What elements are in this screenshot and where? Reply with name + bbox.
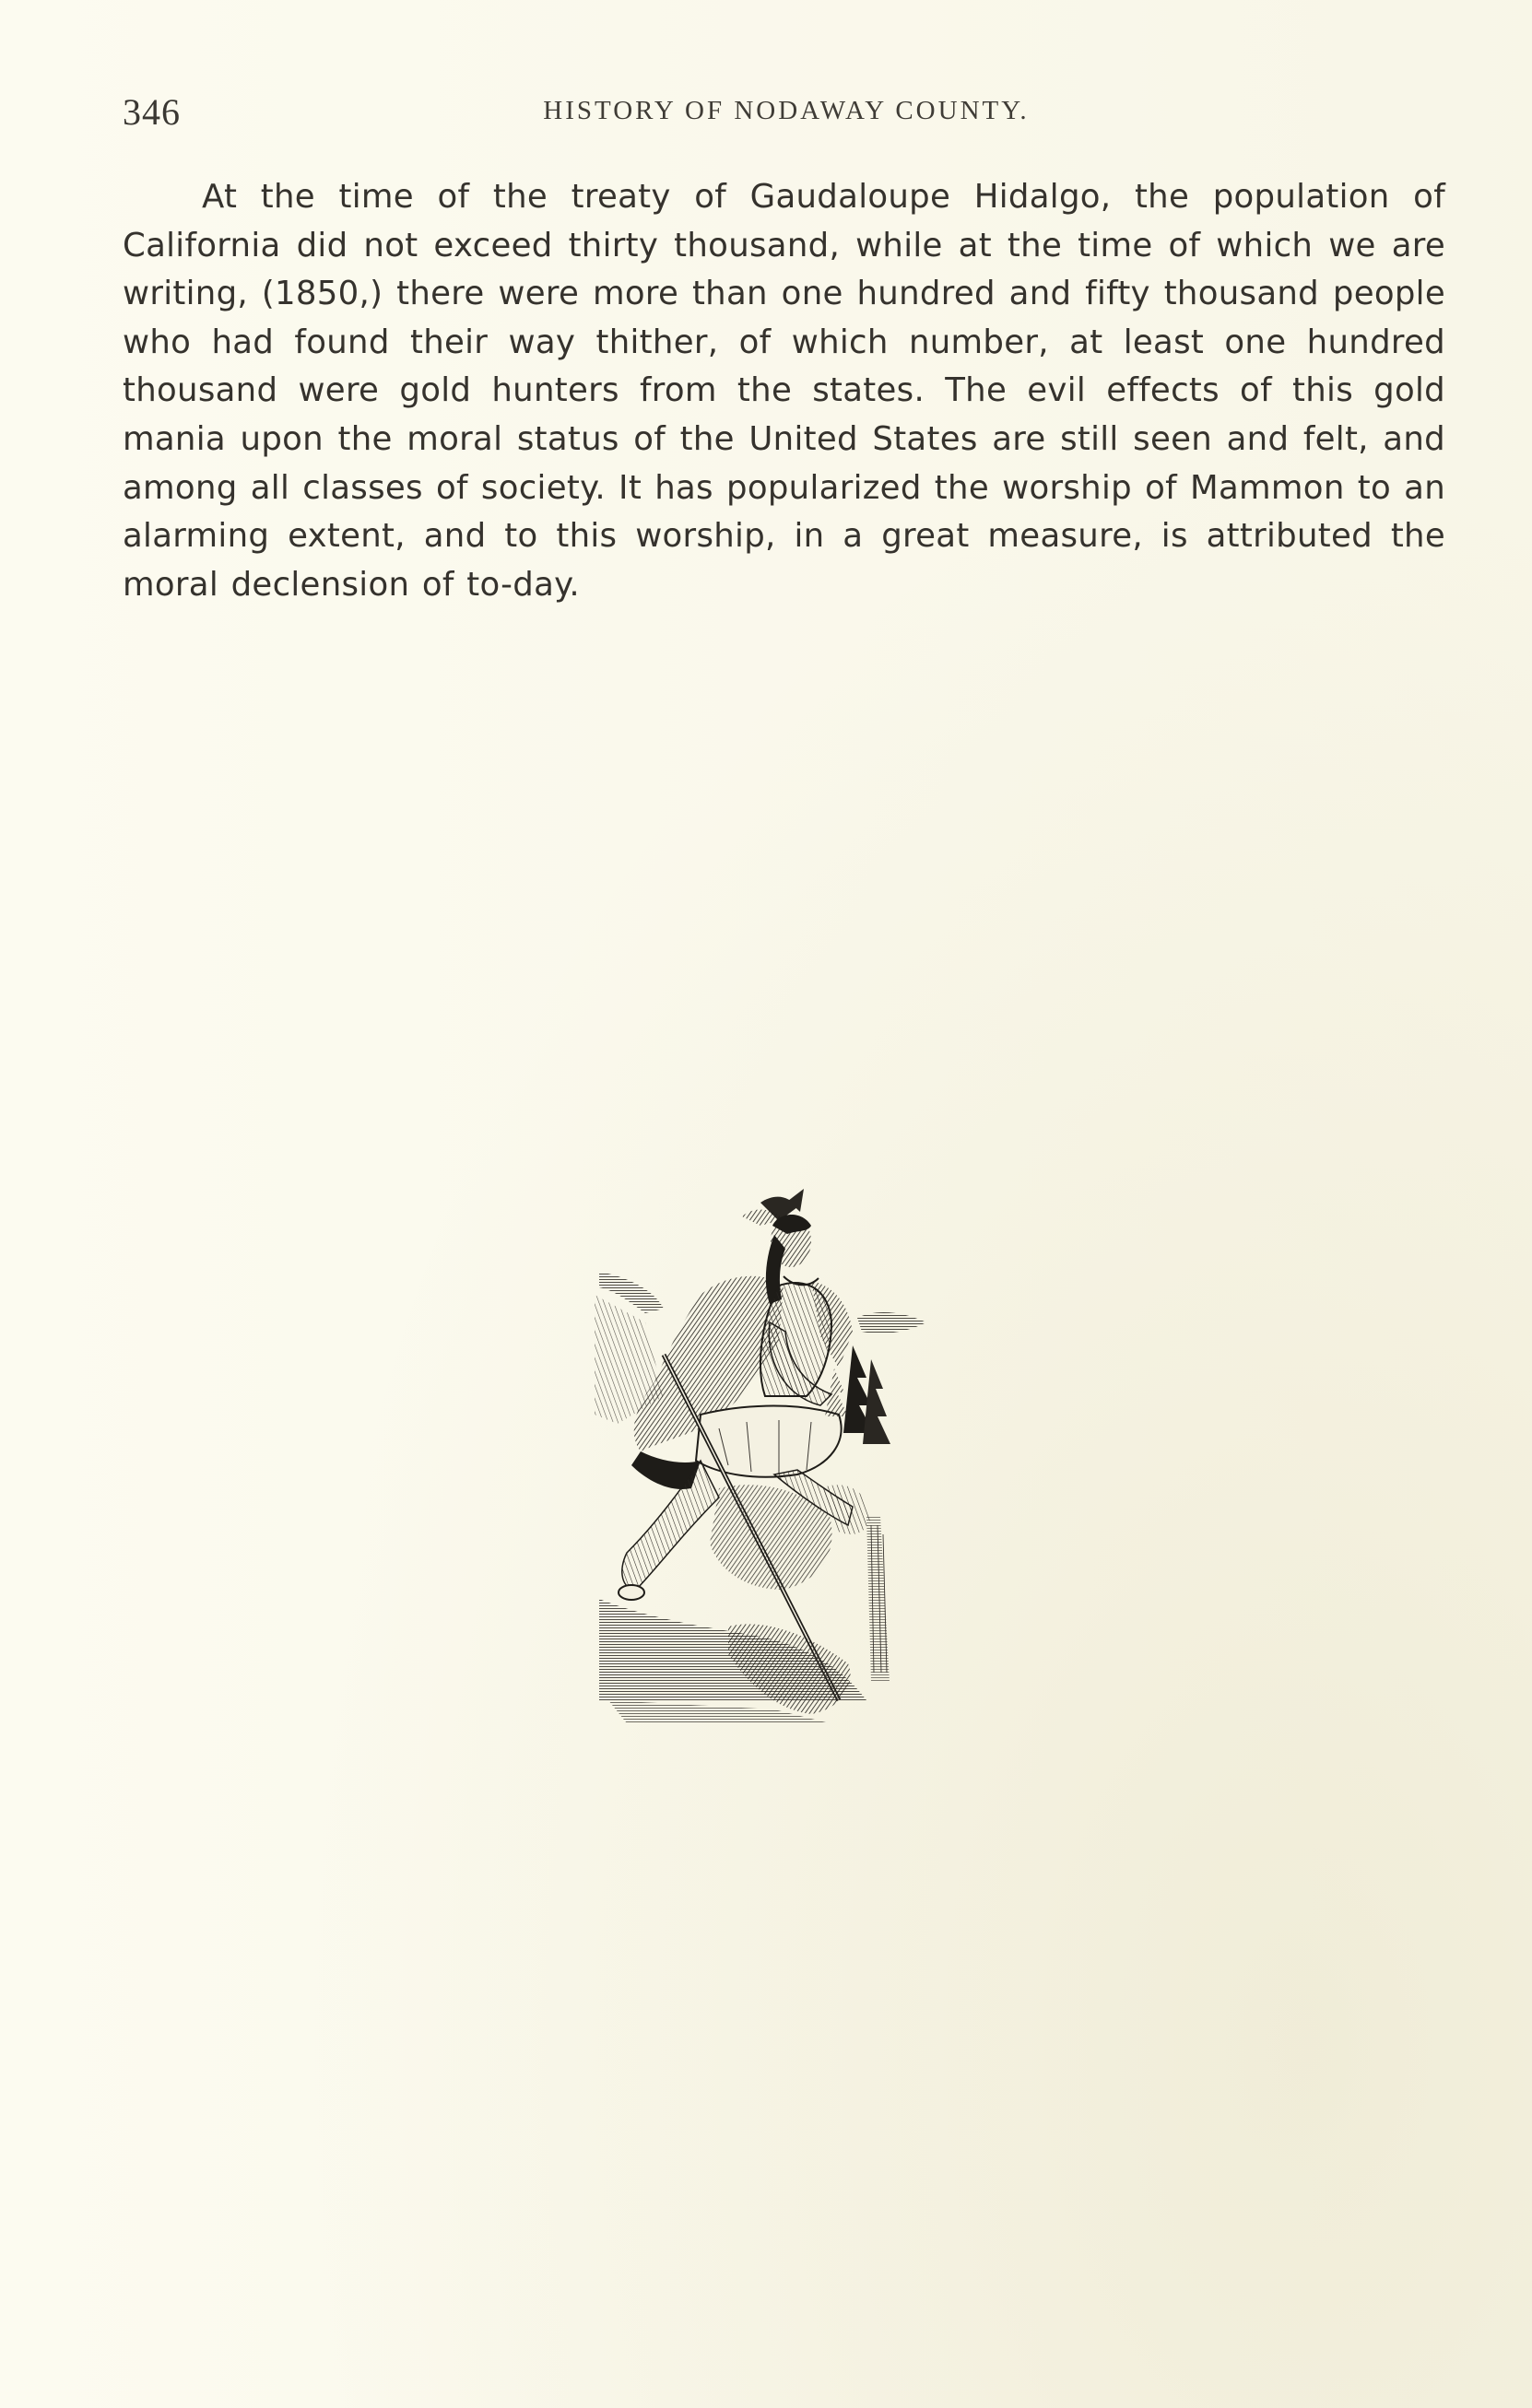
running-head	[123, 90, 1450, 136]
running-title: HISTORY OF NODAWAY COUNTY.	[543, 96, 1030, 125]
body-paragraph: At the time of the treaty of Gaudaloupe Hidalgo, the population of California did not exceed thirty thousand, while at the time of which we are writing, (1850,) there were more than one hundred and fifty thousand people who had found their way thither, of which number, at least one hundred thousand were gold hunters from the states. The evil effects of this gold mania upon the moral status of the United States are still seen and felt, and among all classes of society. It has popularized the worship of Mammon to an alarming extent, and to this worship, in a great measure, is attributed the moral declension of to-day.	[123, 178, 1445, 604]
body-text	[123, 173, 1445, 609]
engraving-figure-icon	[590, 1184, 940, 1737]
engraving-illustration	[590, 1184, 940, 1737]
page-number: 346	[123, 91, 181, 133]
